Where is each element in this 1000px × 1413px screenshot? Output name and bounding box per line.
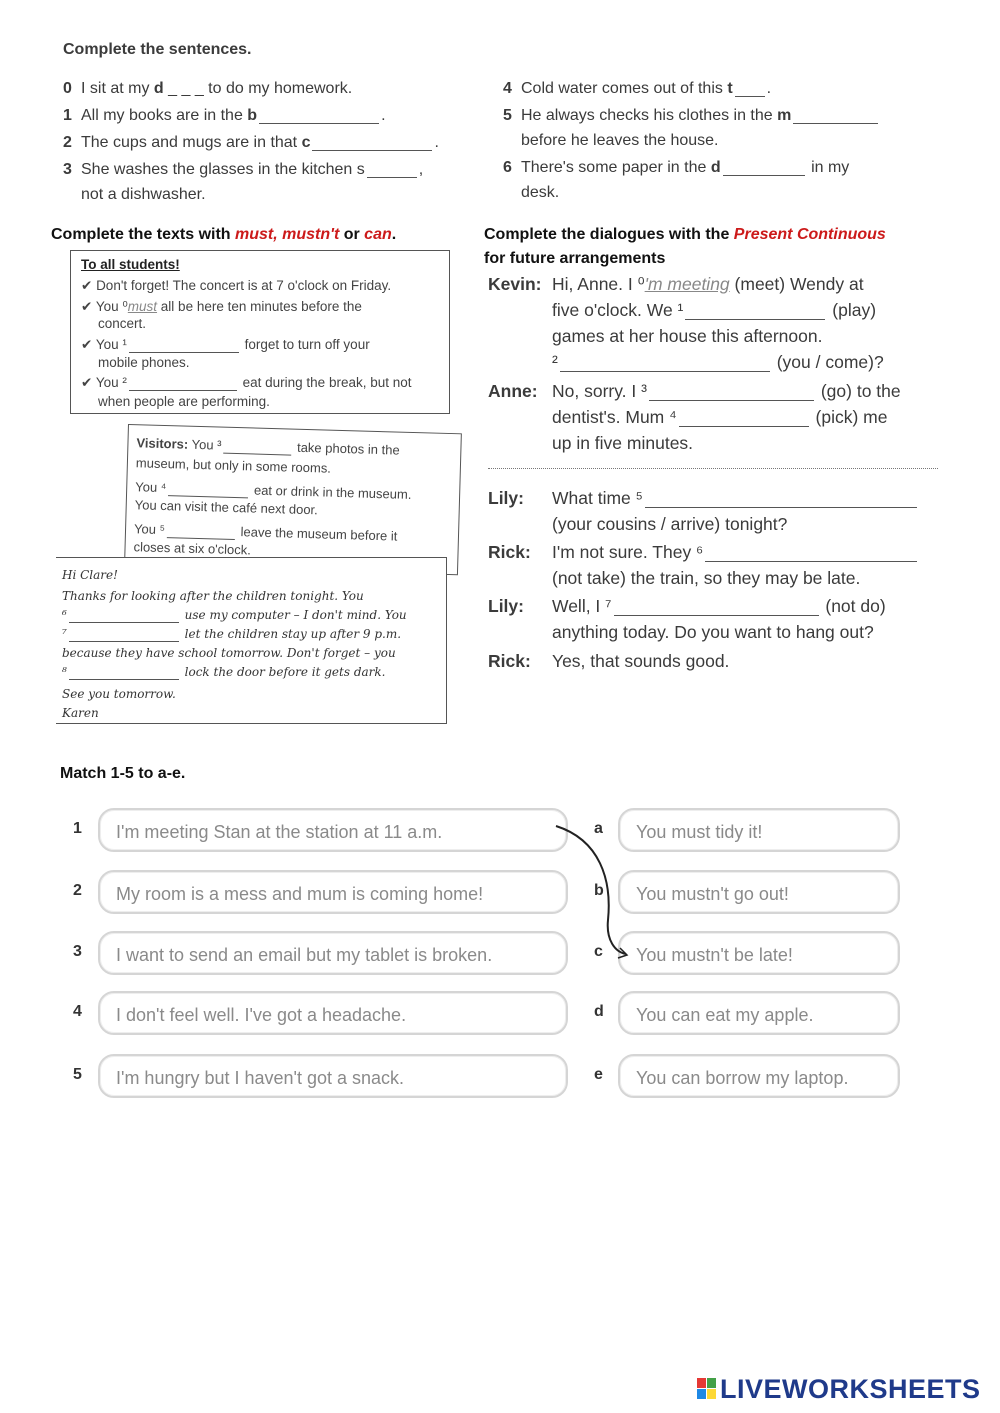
dialogue-anne-3: up in five minutes. [552, 433, 694, 453]
item-number: 6 [503, 159, 512, 176]
note-text: let the children stay up after 9 p.m. [184, 627, 402, 641]
item-number: 1 [63, 107, 72, 124]
dialogue-text: What time ⁵ [552, 488, 643, 508]
logo-square-red [697, 1378, 706, 1388]
notice-text: You ¹ [95, 337, 127, 352]
note-line-6: See you tomorrow. [62, 687, 176, 701]
dialogue-text: ² [552, 352, 558, 372]
sentence-text: in my [811, 159, 850, 176]
note-text: ⁸ [62, 665, 67, 679]
dialogue-text: I'm not sure. They ⁶ [552, 542, 704, 562]
section1-title: Complete the sentences. [63, 41, 252, 58]
note-signature: Karen [62, 706, 99, 720]
title-highlight: must, mustn't [235, 226, 340, 243]
notice-text: forget to turn off your [244, 337, 370, 352]
speaker-name: Rick: [488, 542, 531, 562]
sentence-text: The cups and mugs are in that [81, 134, 302, 151]
visitors-line-4: You can visit the café next door. [134, 497, 318, 518]
sentence-text: _ _ _ to do my homework. [163, 80, 353, 97]
visitors-text: You ⁵ [133, 521, 166, 538]
dialogue-kevin-3: games at her house this afternoon. [552, 326, 823, 346]
example-answer: must [127, 299, 158, 314]
match-letter: d [594, 1003, 604, 1020]
notice-line-2: ✔ You ⁰must all be here ten minutes before the [81, 299, 362, 314]
visitors-text: You ³ [188, 436, 222, 453]
sentence-5-cont: before he leaves the house. [521, 132, 719, 149]
match-letter: e [594, 1066, 603, 1083]
dialogue-lily-2: (your cousins / arrive) tonight? [552, 514, 788, 534]
note-text: ⁶ [62, 608, 67, 622]
notice-line-2-cont: concert. [98, 316, 147, 331]
liveworksheets-logo-icon [697, 1378, 717, 1400]
match-number: 1 [73, 820, 82, 837]
logo-square-blue [697, 1389, 706, 1399]
note-text: lock the door before it gets dark. [184, 665, 386, 679]
sentence-text: Cold water comes out of this [521, 80, 728, 97]
speaker-name: Rick: [488, 651, 531, 671]
match-left-4[interactable]: I don't feel well. I've got a headache. [98, 991, 568, 1035]
letter-hint: d [153, 80, 164, 97]
match-right-d[interactable]: You can eat my apple. [618, 991, 900, 1035]
letter-hint: t [727, 80, 733, 97]
dialogue-text: five o'clock. We ¹ [552, 300, 684, 320]
dialogue-rick-2: (not take) the train, so they may be late. [552, 568, 861, 588]
note-text: use my computer – I don't mind. You [184, 608, 407, 622]
speaker-name: Lily: [488, 596, 524, 616]
notice-text: You ² [95, 375, 127, 390]
notice-text: all be here ten minutes before the [157, 299, 362, 314]
dialogue-text: (you / come)? [776, 352, 884, 372]
notice-line-1: ✔ Don't forget! The concert is at 7 o'clock on Friday. [81, 278, 392, 293]
letter-hint: m [777, 107, 792, 124]
item-number: 5 [503, 107, 512, 124]
speaker-name: Anne: [488, 381, 538, 401]
match-letter: a [594, 820, 603, 837]
speaker-name: Lily: [488, 488, 524, 508]
match-right-c[interactable]: You mustn't be late! [618, 931, 900, 975]
sentence-text: All my books are in the [81, 107, 248, 124]
match-left-3[interactable]: I want to send an email but my tablet is broken. [98, 931, 568, 975]
dialogue-text: (not do) [825, 596, 886, 616]
visitors-text: leave the museum before it [240, 524, 398, 544]
notice-line-3-cont: mobile phones. [98, 355, 190, 370]
section3-title-line2: for future arrangements [484, 250, 666, 267]
notice-heading: To all students! [81, 257, 180, 272]
dialogue-text: Hi, Anne. I ⁰ [552, 274, 645, 294]
title-highlight: Present Continuous [733, 226, 886, 243]
dialogue-text: dentist's. Mum ⁴ [552, 407, 677, 427]
match-right-e[interactable]: You can borrow my laptop. [618, 1054, 900, 1098]
example-answer: 'm meeting [644, 274, 730, 294]
match-left-1[interactable]: I'm meeting Stan at the station at 11 a.m. [98, 808, 568, 852]
logo-square-green [707, 1378, 716, 1388]
sentence-6-cont: desk. [521, 184, 560, 201]
notice-text: You ⁰ [95, 299, 128, 314]
visitors-text: eat or drink in the museum. [253, 482, 412, 502]
logo-square-yellow [707, 1389, 716, 1399]
notice-line-4-cont: when people are performing. [98, 394, 270, 409]
title-text: Complete the texts with [51, 226, 236, 243]
match-line-1-c [556, 826, 626, 954]
dialogue-text: (meet) Wendy at [729, 274, 864, 294]
match-number: 4 [73, 1003, 82, 1020]
note-line-1: Thanks for looking after the children tonight. You [62, 589, 364, 603]
match-number: 5 [73, 1066, 82, 1083]
dialogue-lily-4: anything today. Do you want to hang out? [552, 622, 874, 642]
title-text: . [391, 226, 397, 243]
speaker-name: Kevin: [488, 274, 542, 294]
note-line-4: because they have school tomorrow. Don't forget – you [62, 646, 396, 660]
visitors-line-2: museum, but only in some rooms. [135, 455, 332, 476]
letter-hint: c [301, 134, 311, 151]
dialogue-text: Well, I ⁷ [552, 596, 612, 616]
title-highlight: can [364, 226, 392, 243]
sentence-text: There's some paper in the [521, 159, 711, 176]
notice-line-4: ✔ You ² eat during the break, but not [81, 375, 412, 390]
match-right-b[interactable]: You mustn't go out! [618, 870, 900, 914]
sentence-3-cont: not a dishwasher. [81, 186, 206, 203]
letter-hint: d [710, 159, 721, 176]
dialogue-text: (go) to the [820, 381, 901, 401]
visitors-text: You ⁴ [135, 479, 167, 496]
title-text: or [339, 226, 365, 243]
dialogue-text: (play) [832, 300, 877, 320]
visitors-line-6: closes at six o'clock. [133, 539, 252, 558]
match-number: 2 [73, 882, 82, 899]
sentence-1: 1 All my books are in the b . [63, 104, 386, 128]
dialogue-text: (pick) me [815, 407, 888, 427]
item-number: 2 [63, 134, 72, 151]
visitors-text: take photos in the [296, 439, 400, 458]
match-left-5[interactable]: I'm hungry but I haven't got a snack. [98, 1054, 568, 1098]
match-letter: c [594, 943, 603, 960]
sentence-2: 2 The cups and mugs are in that c . [63, 131, 439, 155]
match-left-2[interactable]: My room is a mess and mum is coming home! [98, 870, 568, 914]
sentence-3: 3 She washes the glasses in the kitchen s , [63, 158, 423, 182]
sentence-text: She washes the glasses in the kitchen s [81, 161, 365, 178]
match-number: 3 [73, 943, 82, 960]
liveworksheets-logo-text: LIVEWORKSHEETS [720, 1374, 981, 1404]
sentence-text: I sit at my [81, 80, 154, 97]
notice-text: eat during the break, but not [242, 375, 412, 390]
item-number: 0 [63, 80, 72, 97]
notice-line-3: ✔ You ¹ forget to turn off your [81, 337, 370, 352]
note-greeting: Hi Clare! [62, 568, 118, 582]
title-text: Complete the dialogues with the [484, 226, 734, 243]
match-letter: b [594, 882, 604, 899]
item-number: 4 [503, 80, 512, 97]
notice-text: Don't forget! The concert is at 7 o'clock on Friday. [96, 278, 392, 293]
sentence-text: He always checks his clothes in the [521, 107, 778, 124]
dialogue-text: No, sorry. I ³ [552, 381, 647, 401]
note-text: ⁷ [62, 627, 67, 641]
sentence-4: 4 Cold water comes out of this t . [503, 77, 771, 101]
section4-title: Match 1-5 to a-e. [60, 765, 186, 782]
item-number: 3 [63, 161, 72, 178]
letter-hint: b [247, 107, 258, 124]
match-right-a[interactable]: You must tidy it! [618, 808, 900, 852]
visitors-label: Visitors: [136, 435, 189, 452]
dialogue-text: Yes, that sounds good. [552, 651, 730, 671]
